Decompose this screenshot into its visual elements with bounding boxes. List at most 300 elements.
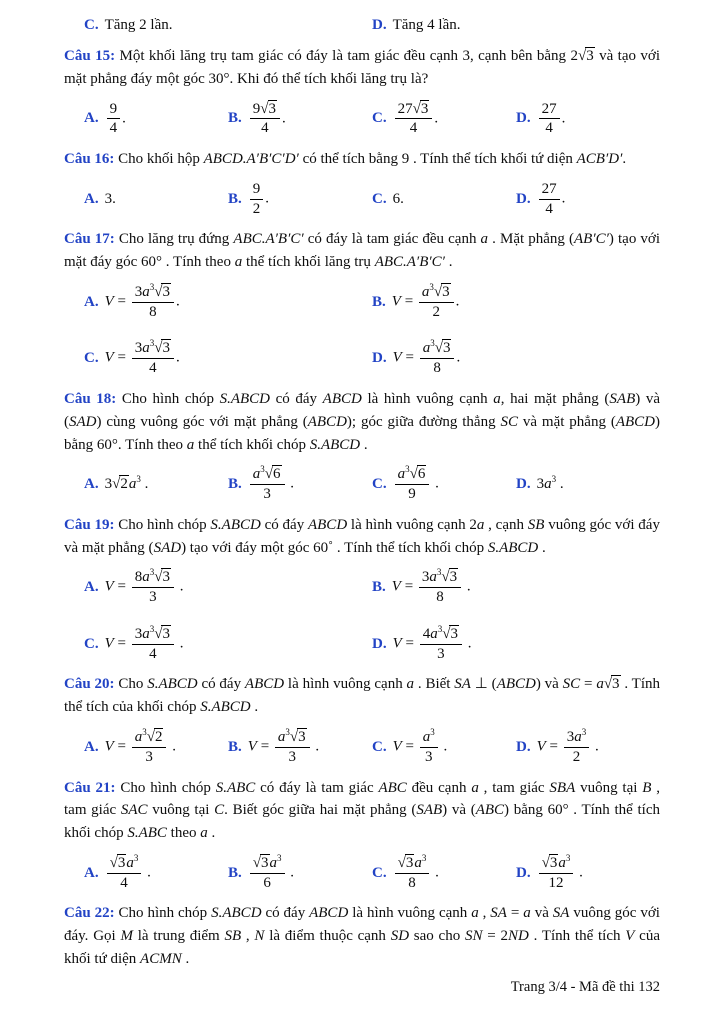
fraction-denominator [542, 119, 556, 138]
text-run: ) bằng 60° . Tính thể tích khối chóp [64, 802, 660, 842]
text-run: . [282, 110, 286, 127]
option-letter: B. [228, 476, 242, 493]
fraction [132, 625, 174, 664]
math-variable: a [544, 476, 552, 493]
math-variable: a [414, 854, 422, 871]
options-row [64, 726, 660, 769]
option-content [105, 476, 149, 493]
options-row [64, 852, 660, 895]
radicand [442, 339, 452, 356]
radicand [161, 339, 171, 356]
text-run: . [463, 579, 471, 596]
sqrt-expression [253, 854, 270, 871]
fraction-denominator [250, 200, 264, 219]
fraction-numerator [539, 100, 560, 120]
superscript: 3 [142, 727, 147, 738]
text-run: 4 [120, 874, 128, 891]
fraction-denominator [422, 748, 436, 767]
text-run: Một khối lăng trụ tam giác có đáy là tam giác đều cạnh 3, cạnh bên bằng 2 [119, 48, 578, 64]
superscript: 3 [421, 852, 427, 863]
fraction [395, 100, 433, 139]
option [84, 623, 372, 666]
option-content [393, 191, 404, 208]
text-run: 3 [424, 748, 433, 765]
option [84, 726, 228, 769]
text-run: 3 [449, 569, 458, 586]
math-variable: ABC.A′B′C′ [233, 231, 304, 248]
question-label: Câu 17: [64, 231, 115, 248]
text-run: 3 [263, 486, 271, 503]
math-variable: a [596, 676, 604, 693]
text-run: 2 [252, 200, 261, 217]
option-letter: B. [228, 864, 242, 881]
radical-icon: √ [109, 854, 117, 871]
math-variable: S.ABCD [210, 516, 261, 533]
text-run: là hình vuông cạnh [348, 905, 472, 922]
math-variable: a [142, 340, 150, 357]
fraction-numerator [395, 465, 430, 485]
option [516, 726, 660, 769]
math-variable: a [277, 729, 286, 746]
option [84, 187, 228, 211]
option-letter: B. [372, 293, 386, 310]
text-run: = [113, 579, 130, 596]
text-run: . Biết [414, 676, 455, 693]
option-letter: C. [372, 476, 387, 493]
math-variable: a [430, 625, 438, 642]
option-letter: C. [84, 16, 99, 33]
text-run: thể tích khối chóp [194, 436, 310, 453]
fraction [250, 180, 264, 219]
math-variable: V [104, 738, 114, 755]
text-run: Cho khối hộp [118, 151, 204, 168]
option-letter: B. [228, 738, 242, 755]
radical-icon: √ [433, 283, 442, 300]
radical-icon: √ [260, 100, 268, 117]
superscript: 3 [437, 623, 443, 634]
radicand [161, 625, 171, 642]
superscript: 3 [260, 464, 265, 475]
text-run: 3 [450, 625, 458, 642]
math-variable: a [422, 340, 431, 357]
superscript: 3 [136, 474, 141, 485]
radicand [154, 728, 164, 745]
text-run: = [400, 579, 417, 596]
text-run: 2 [154, 729, 163, 746]
option-content [537, 852, 583, 895]
sqrt-expression [434, 283, 451, 300]
math-variable: a [134, 729, 143, 746]
radical-icon: √ [434, 340, 442, 357]
option-letter: B. [372, 579, 386, 596]
text-run: 6 [263, 874, 271, 891]
option-content [537, 476, 564, 493]
text-run: , hai mặt phẳng ( [500, 390, 610, 407]
math-variable: S.ABC [127, 825, 167, 842]
option-content [393, 17, 461, 34]
options-row [64, 566, 660, 665]
fraction-denominator [260, 485, 274, 504]
option-letter: C. [372, 190, 387, 207]
radical-icon: √ [264, 466, 272, 483]
text-run: . Mặt phẳng ( [488, 231, 574, 248]
text-run: vuông góc với đáy và mặt phẳng ( [64, 516, 660, 556]
option-content [105, 281, 180, 324]
math-variable: S.ABCD [487, 539, 539, 556]
radical-icon: √ [603, 676, 612, 693]
text-run: = [545, 738, 562, 755]
fraction-numerator [132, 283, 174, 303]
option [372, 566, 660, 609]
text-run: 2 [432, 303, 441, 320]
text-run: 4 [422, 625, 431, 642]
text-run: 4 [545, 120, 553, 137]
option [84, 281, 372, 324]
options-row [64, 281, 660, 380]
text-run: ) bằng 60°. Tính theo [64, 413, 660, 453]
text-run: có đáy [197, 676, 245, 693]
superscript: 3 [551, 474, 557, 485]
option [84, 337, 372, 380]
option [372, 337, 660, 380]
options-row [64, 463, 660, 506]
sqrt-expression [578, 47, 595, 64]
option [372, 623, 660, 666]
text-run: 2 [572, 748, 581, 765]
superscript: 3 [149, 281, 155, 292]
fraction [395, 854, 430, 893]
sqrt-expression [154, 625, 171, 642]
option-content [105, 17, 173, 34]
sqrt-expression [413, 100, 430, 117]
superscript: 3 [149, 623, 155, 634]
text-run: có thể tích bằng 9 . Tính thể tích khối tứ diện [298, 151, 577, 168]
radicand [405, 854, 415, 871]
page-footer: Trang 3/4 - Mã đề thi 132 [510, 979, 660, 995]
math-variable: a [406, 676, 415, 693]
fraction [107, 854, 142, 893]
fraction-numerator [420, 625, 462, 645]
superscript: 3 [285, 727, 290, 738]
math-variable: V [247, 738, 257, 755]
options-row [64, 98, 660, 141]
superscript: 3 [405, 464, 410, 475]
option-content [393, 337, 461, 380]
sqrt-expression [154, 339, 171, 356]
text-run: Cho lăng trụ đứng [118, 231, 234, 248]
math-variable: a [397, 466, 406, 483]
question-text [64, 777, 660, 845]
fraction-numerator [539, 180, 560, 200]
option [228, 852, 372, 895]
math-variable: a [422, 729, 431, 746]
text-run: 8 [408, 874, 416, 891]
math-variable: a [128, 476, 137, 493]
option-letter: A. [84, 476, 99, 493]
radicand [549, 854, 559, 871]
fraction-numerator [132, 568, 174, 588]
fraction-numerator [395, 100, 433, 120]
text-run: 3 [437, 645, 445, 662]
fraction [275, 728, 310, 767]
fraction [564, 728, 590, 767]
option [84, 98, 228, 141]
text-run: 4 [409, 120, 418, 137]
text-run: vuông góc với đáy. Gọi [64, 905, 660, 945]
text-run: 3 [149, 589, 157, 606]
question [64, 673, 660, 768]
text-run: = [580, 676, 597, 693]
radical-icon: √ [154, 283, 162, 300]
text-run: . [463, 635, 472, 652]
option-content [537, 178, 566, 221]
continuation-options-row [64, 13, 660, 37]
math-variable: SN [464, 928, 483, 945]
option-content [105, 191, 116, 208]
radicand [449, 568, 459, 585]
radicand [119, 475, 129, 492]
fraction-denominator [570, 748, 584, 767]
radicand [268, 100, 278, 117]
text-run: 3 [420, 100, 429, 117]
math-variable: a [234, 254, 243, 271]
text-run: . [455, 293, 460, 310]
text-run: , tam giác [64, 779, 661, 819]
text-run: . [181, 951, 190, 968]
text-run: = [113, 350, 130, 367]
fraction-numerator [419, 283, 454, 303]
math-variable: V [104, 350, 114, 367]
math-variable: a [429, 569, 437, 586]
option-letter: C. [84, 635, 99, 652]
text-run: = [113, 635, 130, 652]
question [64, 514, 660, 666]
option-content [105, 566, 184, 609]
radical-icon: √ [154, 625, 162, 642]
math-variable: SAB [416, 802, 443, 819]
radical-icon: √ [577, 48, 586, 64]
fraction-denominator [107, 119, 121, 138]
fraction-denominator [117, 874, 131, 893]
math-variable: SB [527, 516, 545, 533]
option [228, 726, 372, 769]
fraction-numerator [420, 728, 438, 748]
text-run: vuông tại [575, 779, 643, 796]
option [372, 13, 660, 37]
text-run: Cho hình chóp [120, 779, 216, 796]
fraction-denominator [407, 119, 421, 138]
text-run: 4 [149, 645, 157, 662]
sqrt-expression [604, 675, 621, 692]
text-run: Cho [118, 676, 148, 693]
question [64, 148, 660, 220]
option-letter: D. [516, 864, 531, 881]
text-run: . Tính thể tích [528, 928, 626, 945]
radical-icon: √ [442, 625, 450, 642]
fraction-denominator [433, 588, 447, 607]
math-variable: V [104, 579, 114, 596]
text-run: = [401, 635, 418, 652]
text-run: . [175, 635, 184, 652]
math-variable: S.ABCD [219, 390, 271, 407]
math-variable: a [142, 625, 150, 642]
option-content [105, 852, 151, 895]
math-variable: V [104, 635, 114, 652]
sqrt-expression [442, 625, 459, 642]
text-run: Cho hình chóp [118, 516, 211, 533]
fraction [420, 339, 455, 378]
sqrt-expression [154, 283, 171, 300]
radical-icon: √ [252, 854, 260, 871]
math-variable: V [392, 350, 402, 367]
radicand [161, 283, 171, 300]
text-run: . [175, 350, 180, 367]
question-text [64, 902, 660, 970]
option-content [393, 623, 472, 666]
option-letter: D. [516, 738, 531, 755]
math-variable: ABCD [244, 676, 285, 693]
question [64, 902, 660, 970]
option-letter: C. [372, 110, 387, 127]
text-run: 8 [436, 589, 444, 606]
math-variable: a [480, 231, 489, 248]
text-run: vuông tại [147, 802, 215, 819]
question-text [64, 45, 660, 91]
text-run: của khối tứ diện [64, 928, 660, 968]
math-variable: a [471, 905, 479, 922]
fraction-numerator [564, 728, 590, 748]
text-run: đều cạnh [406, 779, 472, 796]
fraction-numerator [132, 728, 167, 748]
text-run: Tăng 4 lần. [392, 16, 461, 33]
text-run: 4 [109, 120, 118, 137]
text-run: thể tích khối lăng trụ [242, 254, 375, 271]
math-variable: V [392, 738, 402, 755]
sqrt-expression [147, 728, 164, 745]
math-variable: a [421, 283, 430, 300]
radicand [161, 568, 171, 585]
option-content [248, 726, 319, 769]
text-run: 27 [541, 180, 557, 197]
question-label: Câu 15: [64, 48, 116, 64]
text-run: 4 [545, 200, 553, 217]
math-variable: SB [224, 928, 242, 945]
text-run: = [401, 738, 418, 755]
fraction [132, 339, 174, 378]
text-run: = [113, 293, 130, 310]
radical-icon: √ [154, 569, 162, 586]
math-variable: a [269, 854, 277, 871]
text-run: 3 [442, 340, 451, 357]
math-variable: SC [500, 413, 518, 430]
text-run: . [250, 699, 259, 716]
text-run: 27 [397, 100, 413, 117]
text-run: 9 [109, 100, 118, 117]
superscript: 3 [565, 852, 571, 863]
math-variable: S.ABC [215, 779, 256, 796]
text-run: là trung điểm [132, 928, 225, 945]
math-variable: a [252, 466, 261, 483]
option-content [105, 623, 184, 666]
math-variable: a [574, 729, 582, 746]
radical-icon: √ [112, 476, 120, 493]
sqrt-expression [110, 854, 127, 871]
fraction-denominator [258, 119, 272, 138]
text-run: . [168, 738, 176, 755]
question [64, 228, 660, 380]
text-run: 3 [134, 283, 143, 300]
option-letter: A. [84, 738, 99, 755]
option-letter: D. [372, 16, 387, 33]
sqrt-expression [112, 475, 129, 492]
fraction-denominator [430, 303, 444, 322]
math-variable: V [392, 635, 402, 652]
math-variable: SAB [609, 390, 636, 407]
text-run: . [538, 539, 546, 556]
text-run: 8 [149, 303, 157, 320]
option-content [392, 281, 460, 324]
radical-icon: √ [289, 729, 298, 746]
superscript: 3 [277, 852, 282, 863]
fraction-denominator [146, 645, 160, 664]
superscript: 3 [581, 727, 587, 738]
text-run: 3 [134, 625, 143, 642]
option-content [248, 98, 286, 141]
fraction [539, 854, 574, 893]
fraction [539, 180, 560, 219]
math-variable: SA [454, 676, 471, 693]
option [228, 178, 372, 221]
math-variable: ABC.A′B′C′ [374, 254, 445, 271]
superscript: 3 [430, 338, 435, 349]
text-run: 3 [442, 283, 450, 300]
option-content [393, 463, 439, 506]
math-variable: a [142, 569, 150, 586]
fraction-denominator [146, 359, 160, 378]
text-run: 2 [120, 476, 128, 493]
text-run: ) và ( [64, 390, 661, 430]
radical-icon: √ [146, 729, 154, 746]
text-run: ); góc giữa đường thẳng [346, 413, 501, 430]
text-run: . [207, 825, 216, 842]
text-run: 6 [273, 466, 281, 483]
text-run: 3 [288, 748, 297, 765]
option-letter: A. [84, 190, 99, 207]
sqrt-expression [542, 854, 559, 871]
question-label: Câu 20: [64, 676, 115, 693]
fraction-denominator [146, 588, 160, 607]
math-variable: a [186, 436, 195, 453]
text-run: . Biết góc giữa hai mặt phẳng ( [224, 802, 417, 819]
text-run: . [439, 738, 448, 755]
text-run: và tạo với mặt phẳng đáy một góc 30°. Khi đó thể tích khối lăng trụ là? [64, 48, 660, 87]
fraction-numerator [250, 180, 264, 200]
fraction-denominator [542, 200, 556, 219]
fraction-denominator [405, 874, 419, 893]
text-run: Cho hình chóp [121, 390, 220, 407]
text-run: 3 [134, 340, 143, 357]
text-run: . [311, 738, 320, 755]
option [516, 178, 660, 221]
option-content [392, 566, 471, 609]
fraction-numerator [539, 854, 574, 874]
options-row [64, 178, 660, 221]
math-variable: S.ABCD [200, 699, 251, 716]
text-run: 3 [549, 854, 558, 871]
text-run: , [478, 905, 491, 922]
math-variable: M [120, 928, 133, 945]
fraction-numerator [107, 854, 142, 874]
